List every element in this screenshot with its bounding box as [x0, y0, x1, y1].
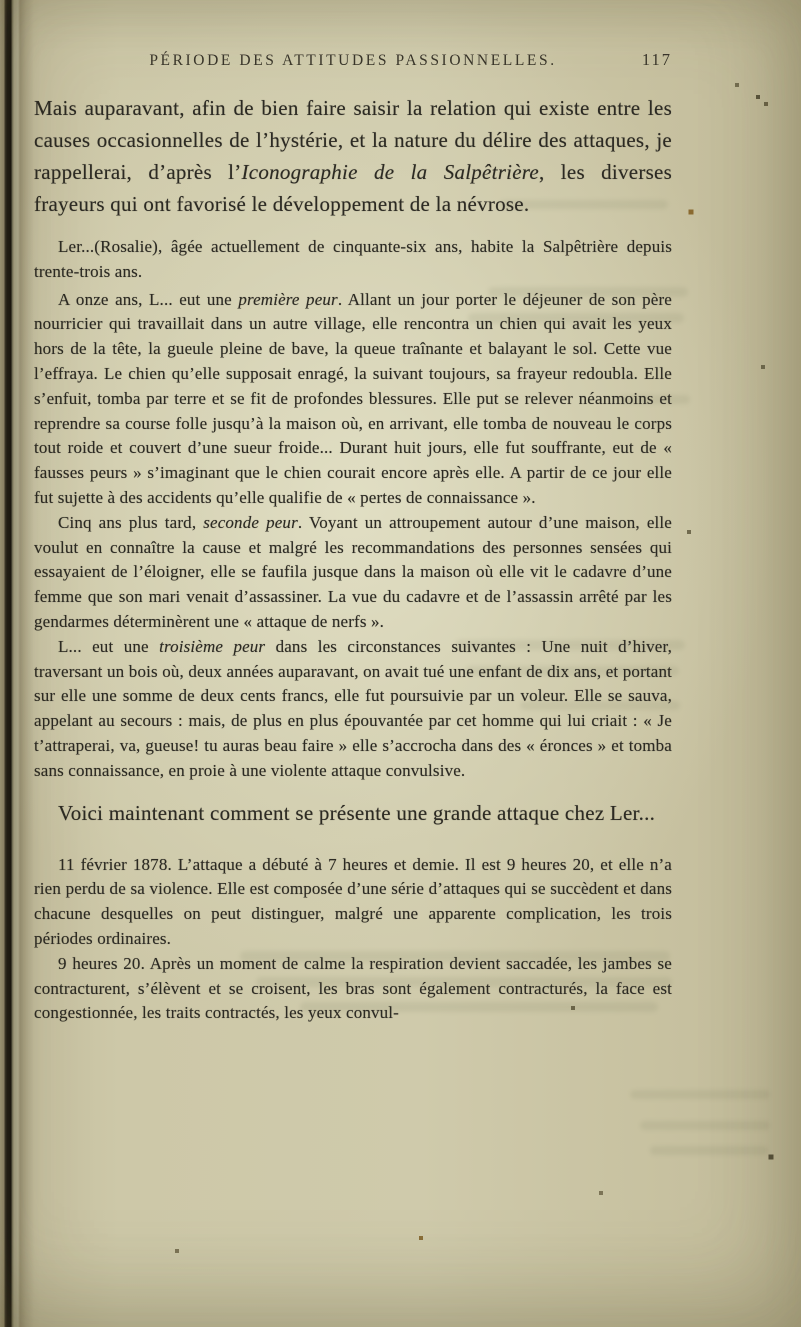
running-title: PÉRIODE DES ATTITUDES PASSIONNELLES.: [149, 52, 557, 69]
showthrough-mark: [650, 1146, 768, 1155]
page-number: 117: [641, 50, 672, 69]
paragraph-attack-description: 9 heures 20. Après un moment de calme la respiration devient saccadée, les jambes se contracturent, s’élèvent et se croisent, les bras sont également contracturés, la face est congestionnée, les traits contractés, les yeux convul-: [34, 953, 672, 1023]
paragraph-case-intro: Ler...(Rosalie), âgée actuellement de cinquante-six ans, habite la Salpêtrière depuis trente-trois ans.: [34, 237, 672, 281]
paragraph-first-fright: A onze ans, L... eut une première peur. Allant un jour porter le déjeuner de son père nourricier qui travaillait dans un autre village, elle rencontra un chien qui avait les yeux hors de la tête, la gueule pleine de bave, la queue traînante et balayant le sol. Cette vue l’effraya. Le chien qu’elle supposait enragé, la suivant toujours, sa frayeur redoubla. Elle s’enfuit, tomba par terre et se fit de profondes blessures. Elle put se relever néanmoins et reprendre sa course folle jusqu’à la maison où, en arrivant, elle tomba de nouveau le corps tout roide et couvert d’une sueur froide... Durant huit jours, elle fut souffrante, eut de « fausses peurs » s’imaginant que le chien courait encore après elle. A partir de ce jour elle fut sujette à des accidents qu’elle qualifie de « pertes de connaissance ».: [34, 289, 673, 507]
running-header: [34, 50, 672, 70]
paragraph-second-fright: Cinq ans plus tard, seconde peur. Voyant un attroupement autour d’une maison, elle voulut en connaître la cause et malgré les recommandations des personnes sensées qui essayaient de l’éloigner, elle se faufila jusque dans la maison où elle vit le cadavre d’une femme que son mari venait d’assassiner. La vue du cadavre et de l’assassin arrêté par les gendarmes déterminèrent une « attaque de nerfs ».: [34, 512, 672, 631]
paragraph-third-fright: L... eut une troisième peur dans les circonstances suivantes : Une nuit d’hiver, traversant un bois où, deux années auparavant, on avait tué une enfant de dix ans, et portant sur elle une somme de deux cents francs, elle fut poursuivie par un voleur. Elle se sauva, appelant au secours : mais, de plus en plus épouvantée par cet homme qui lui criait : « Je t’attraperai, va, gueuse! tu auras beau faire » elle s’accrocha dans des « éronces » et tomba sans connaissance, en proie à une violente attaque convulsive.: [34, 636, 672, 780]
showthrough-mark: [630, 1090, 770, 1099]
text-block: [34, 92, 672, 1026]
paragraph-attack-date: 11 février 1878. L’attaque a débuté à 7 heures et demie. Il est 9 heures 20, et elle n’a rien perdu de sa violence. Elle est composée d’une série d’attaques qui se succèdent et dans chacune desquelles on peut distinguer, malgré une apparente complication, les trois périodes ordinaires.: [34, 854, 672, 948]
paragraph-intro: Mais auparavant, afin de bien faire saisir la relation qui existe entre les causes occasionnelles de l’hystérie, et la nature du délire des attaques, je rappellerai, d’après l’Iconographie de la Salpêtrière, les diverses frayeurs qui ont favorisé le développement de la névrose.: [34, 96, 672, 216]
paragraph-transition: Voici maintenant comment se présente une grande attaque chez Ler...: [58, 800, 656, 825]
showthrough-mark: [640, 1121, 770, 1130]
binding-edge: [0, 0, 34, 1327]
